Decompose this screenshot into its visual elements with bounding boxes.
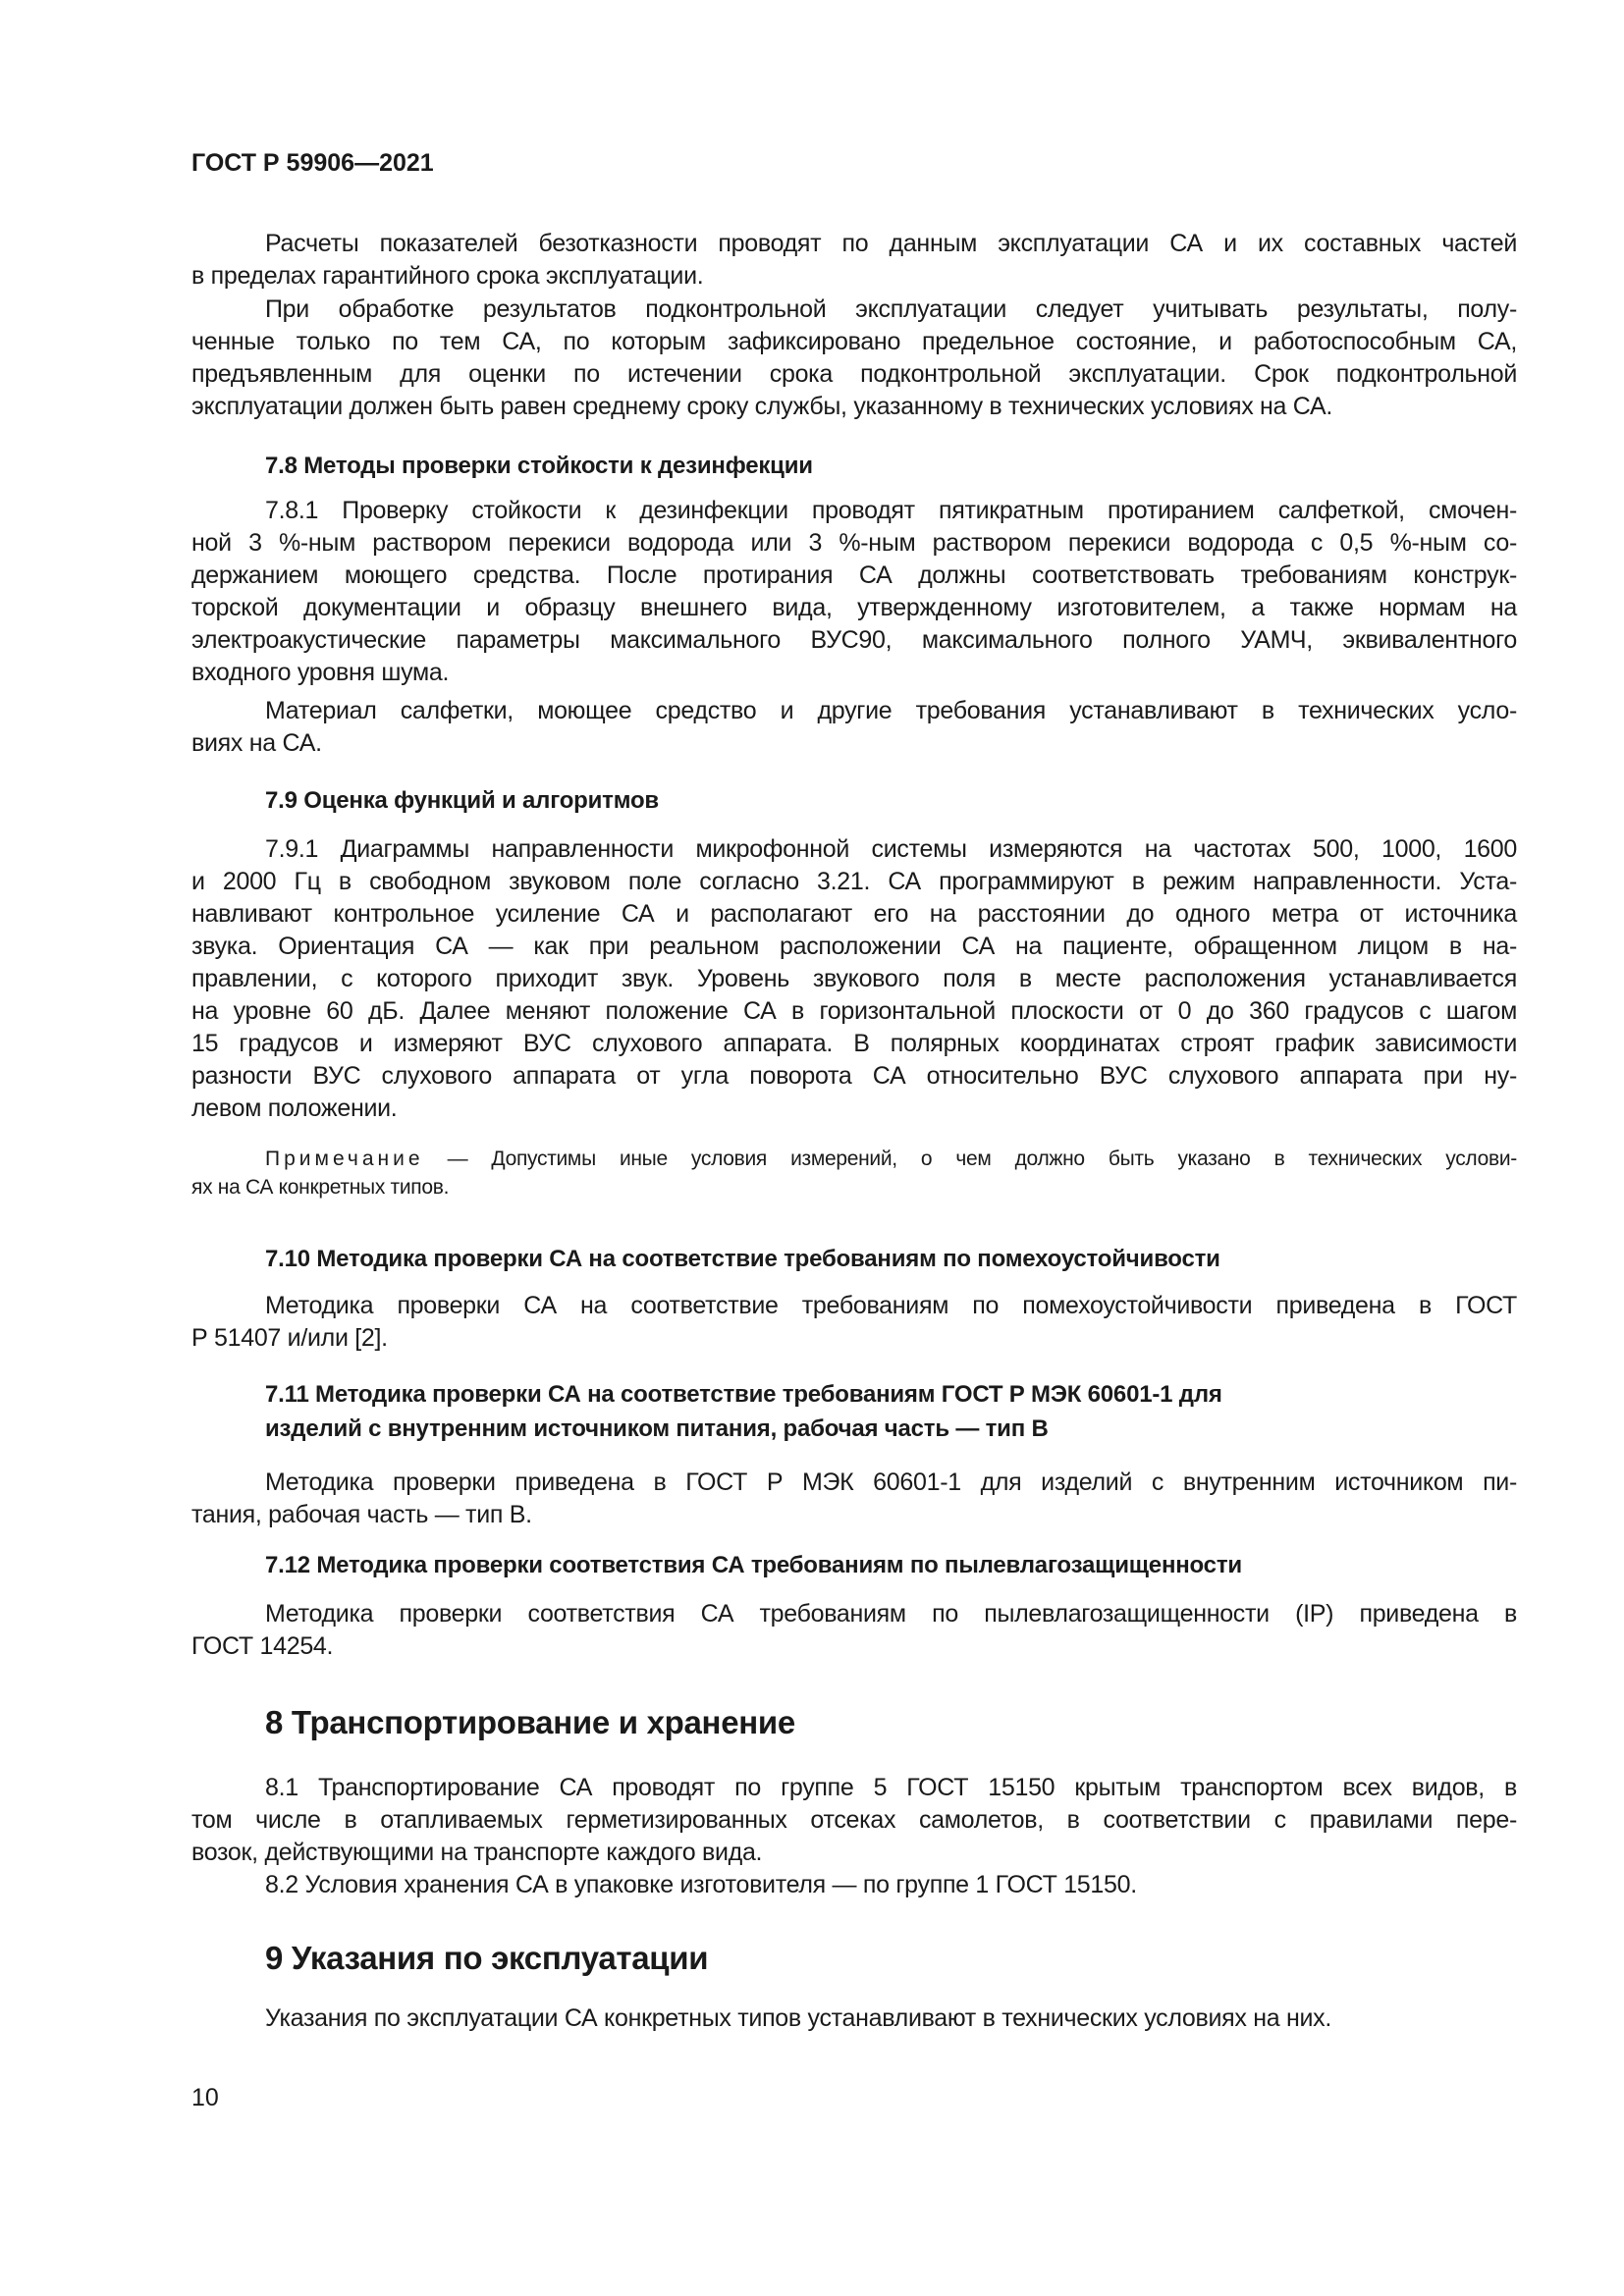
text-line: Методика проверки СА на соответствие требованиям по помехоустойчивости приведена в ГОСТ — [265, 1292, 1517, 1319]
text-line: Методика проверки соответствия СА требованиям по пылевлагозащищенности (IP) приведена в — [265, 1600, 1517, 1628]
heading-section-9: 9 Указания по эксплуатации — [265, 1940, 709, 1976]
text-line: При обработке результатов подконтрольной эксплуатации следует учитывать результаты, полу- — [265, 295, 1517, 323]
text-line: навливают контрольное усиление СА и располагают его на расстоянии до одного метра от источника — [191, 900, 1517, 928]
text-line: Р 51407 и/или [2]. — [191, 1324, 388, 1352]
paragraph-7-11 — [191, 1467, 1517, 1531]
paragraph-7-9-1 — [191, 833, 1517, 1125]
note — [191, 1145, 1517, 1201]
heading-line: изделий с внутренним источником питания, рабочая часть — тип В — [265, 1415, 1049, 1442]
paragraph-7-8-material — [191, 695, 1517, 760]
text-line: предъявленным для оценки по истечении срока подконтрольной эксплуатации. Срок подконтрольной — [191, 360, 1517, 388]
text-line: Материал салфетки, моющее средство и другие требования устанавливают в технических усло- — [265, 697, 1517, 724]
text-line: входного уровня шума. — [191, 659, 450, 686]
paragraph-7-8-1 — [191, 495, 1517, 689]
text-line: и 2000 Гц в свободном звуковом поле согласно 3.21. СА программируют в режим направленности. Уста- — [191, 868, 1517, 895]
heading-line: 7.11 Методика проверки СА на соответствие требованиям ГОСТ Р МЭК 60601-1 для — [265, 1381, 1222, 1408]
text-line: 7.9.1 Диаграммы направленности микрофонной системы измеряются на частотах 500, 1000, 1600 — [265, 835, 1517, 863]
text-line: ченные только по тем СА, по которым зафиксировано предельное состояние, и работоспособным СА, — [191, 328, 1517, 355]
heading-7-8: 7.8 Методы проверки стойкости к дезинфекции — [265, 453, 813, 479]
text-line: держанием моющего средства. После протирания СА должны соответствовать требованиям конструк- — [191, 561, 1517, 589]
text-line: эксплуатации должен быть равен среднему сроку службы, указанному в технических условиях на СА. — [191, 393, 1333, 420]
paragraph-reliability — [191, 228, 1517, 293]
text-line: 15 градусов и измеряют ВУС слухового аппарата. В полярных координатах строят график зависимости — [191, 1030, 1517, 1057]
note-line — [191, 1145, 1517, 1173]
paragraph-controlled-operation — [191, 294, 1517, 423]
text-line: виях на СА. — [191, 729, 322, 757]
text-line: том числе в отапливаемых герметизированных отсеках самолетов, в соответствии с правилами пере- — [191, 1806, 1517, 1834]
heading-7-12: 7.12 Методика проверки соответствия СА требованиям по пылевлагозащищенности — [265, 1552, 1242, 1578]
text-line: Методика проверки приведена в ГОСТ Р МЭК 60601-1 для изделий с внутренним источником пи- — [265, 1468, 1517, 1496]
text-line: правлении, с которого приходит звук. Уровень звукового поля в месте расположения устанавливается — [191, 965, 1517, 992]
heading-section-8: 8 Транспортирование и хранение — [265, 1704, 795, 1740]
text-line: в пределах гарантийного срока эксплуатации. — [191, 262, 704, 290]
paragraph-8-1 — [191, 1772, 1517, 1901]
text-line: ной 3 %-ным раствором перекиси водорода или 3 %-ным раствором перекиси водорода с 0,5 %-ным со- — [191, 529, 1517, 557]
heading-7-9: 7.9 Оценка функций и алгоритмов — [265, 787, 659, 814]
document-header: ГОСТ Р 59906—2021 — [191, 149, 434, 177]
text-line: 8.1 Транспортирование СА проводят по группе 5 ГОСТ 15150 крытым транспортом всех видов, в — [265, 1774, 1517, 1801]
text-line: на уровне 60 дБ. Далее меняют положение СА в горизонтальной плоскости от 0 до 360 градусов с шагом — [191, 997, 1517, 1025]
paragraph-7-10 — [191, 1290, 1517, 1355]
note-line: ях на СА конкретных типов. — [191, 1176, 450, 1199]
text-line: электроакустические параметры максимального ВУС90, максимального полного УАМЧ, эквивалентного — [191, 626, 1517, 654]
text-line: разности ВУС слухового аппарата от угла поворота СА относительно ВУС слухового аппарата при ну- — [191, 1062, 1517, 1090]
text-line: Расчеты показателей безотказности проводят по данным эксплуатации СА и их составных частей — [265, 230, 1517, 257]
paragraph-9 — [191, 2002, 1517, 2035]
note-text: — Допустимы иные условия измерений, о чем должно быть указано в технических услови- — [447, 1148, 1517, 1170]
text-line: звука. Ориентация СА — как при реальном расположении СА на пациенте, обращенном лицом в на- — [191, 933, 1517, 960]
text-line: тания, рабочая часть — тип В. — [191, 1501, 532, 1528]
text-line: ГОСТ 14254. — [191, 1632, 334, 1660]
text-line: Указания по эксплуатации СА конкретных типов устанавливают в технических условиях на них. — [265, 2004, 1331, 2032]
heading-7-10: 7.10 Методика проверки СА на соответствие требованиям по помехоустойчивости — [265, 1246, 1220, 1272]
text-line: левом положении. — [191, 1095, 398, 1122]
note-label: Примечание — [265, 1148, 424, 1170]
text-line: торской документации и образцу внешнего вида, утвержденному изготовителем, а также нормам на — [191, 594, 1517, 621]
page-number: 10 — [191, 2084, 219, 2111]
paragraph-7-12 — [191, 1598, 1517, 1663]
paragraph-8-2: 8.2 Условия хранения СА в упаковке изготовителя — по группе 1 ГОСТ 15150. — [265, 1871, 1137, 1898]
heading-7-11 — [191, 1377, 1517, 1446]
text-line: 7.8.1 Проверку стойкости к дезинфекции проводят пятикратным протиранием салфеткой, смочен- — [265, 497, 1517, 524]
text-line: возок, действующими на транспорте каждого вида. — [191, 1839, 763, 1866]
